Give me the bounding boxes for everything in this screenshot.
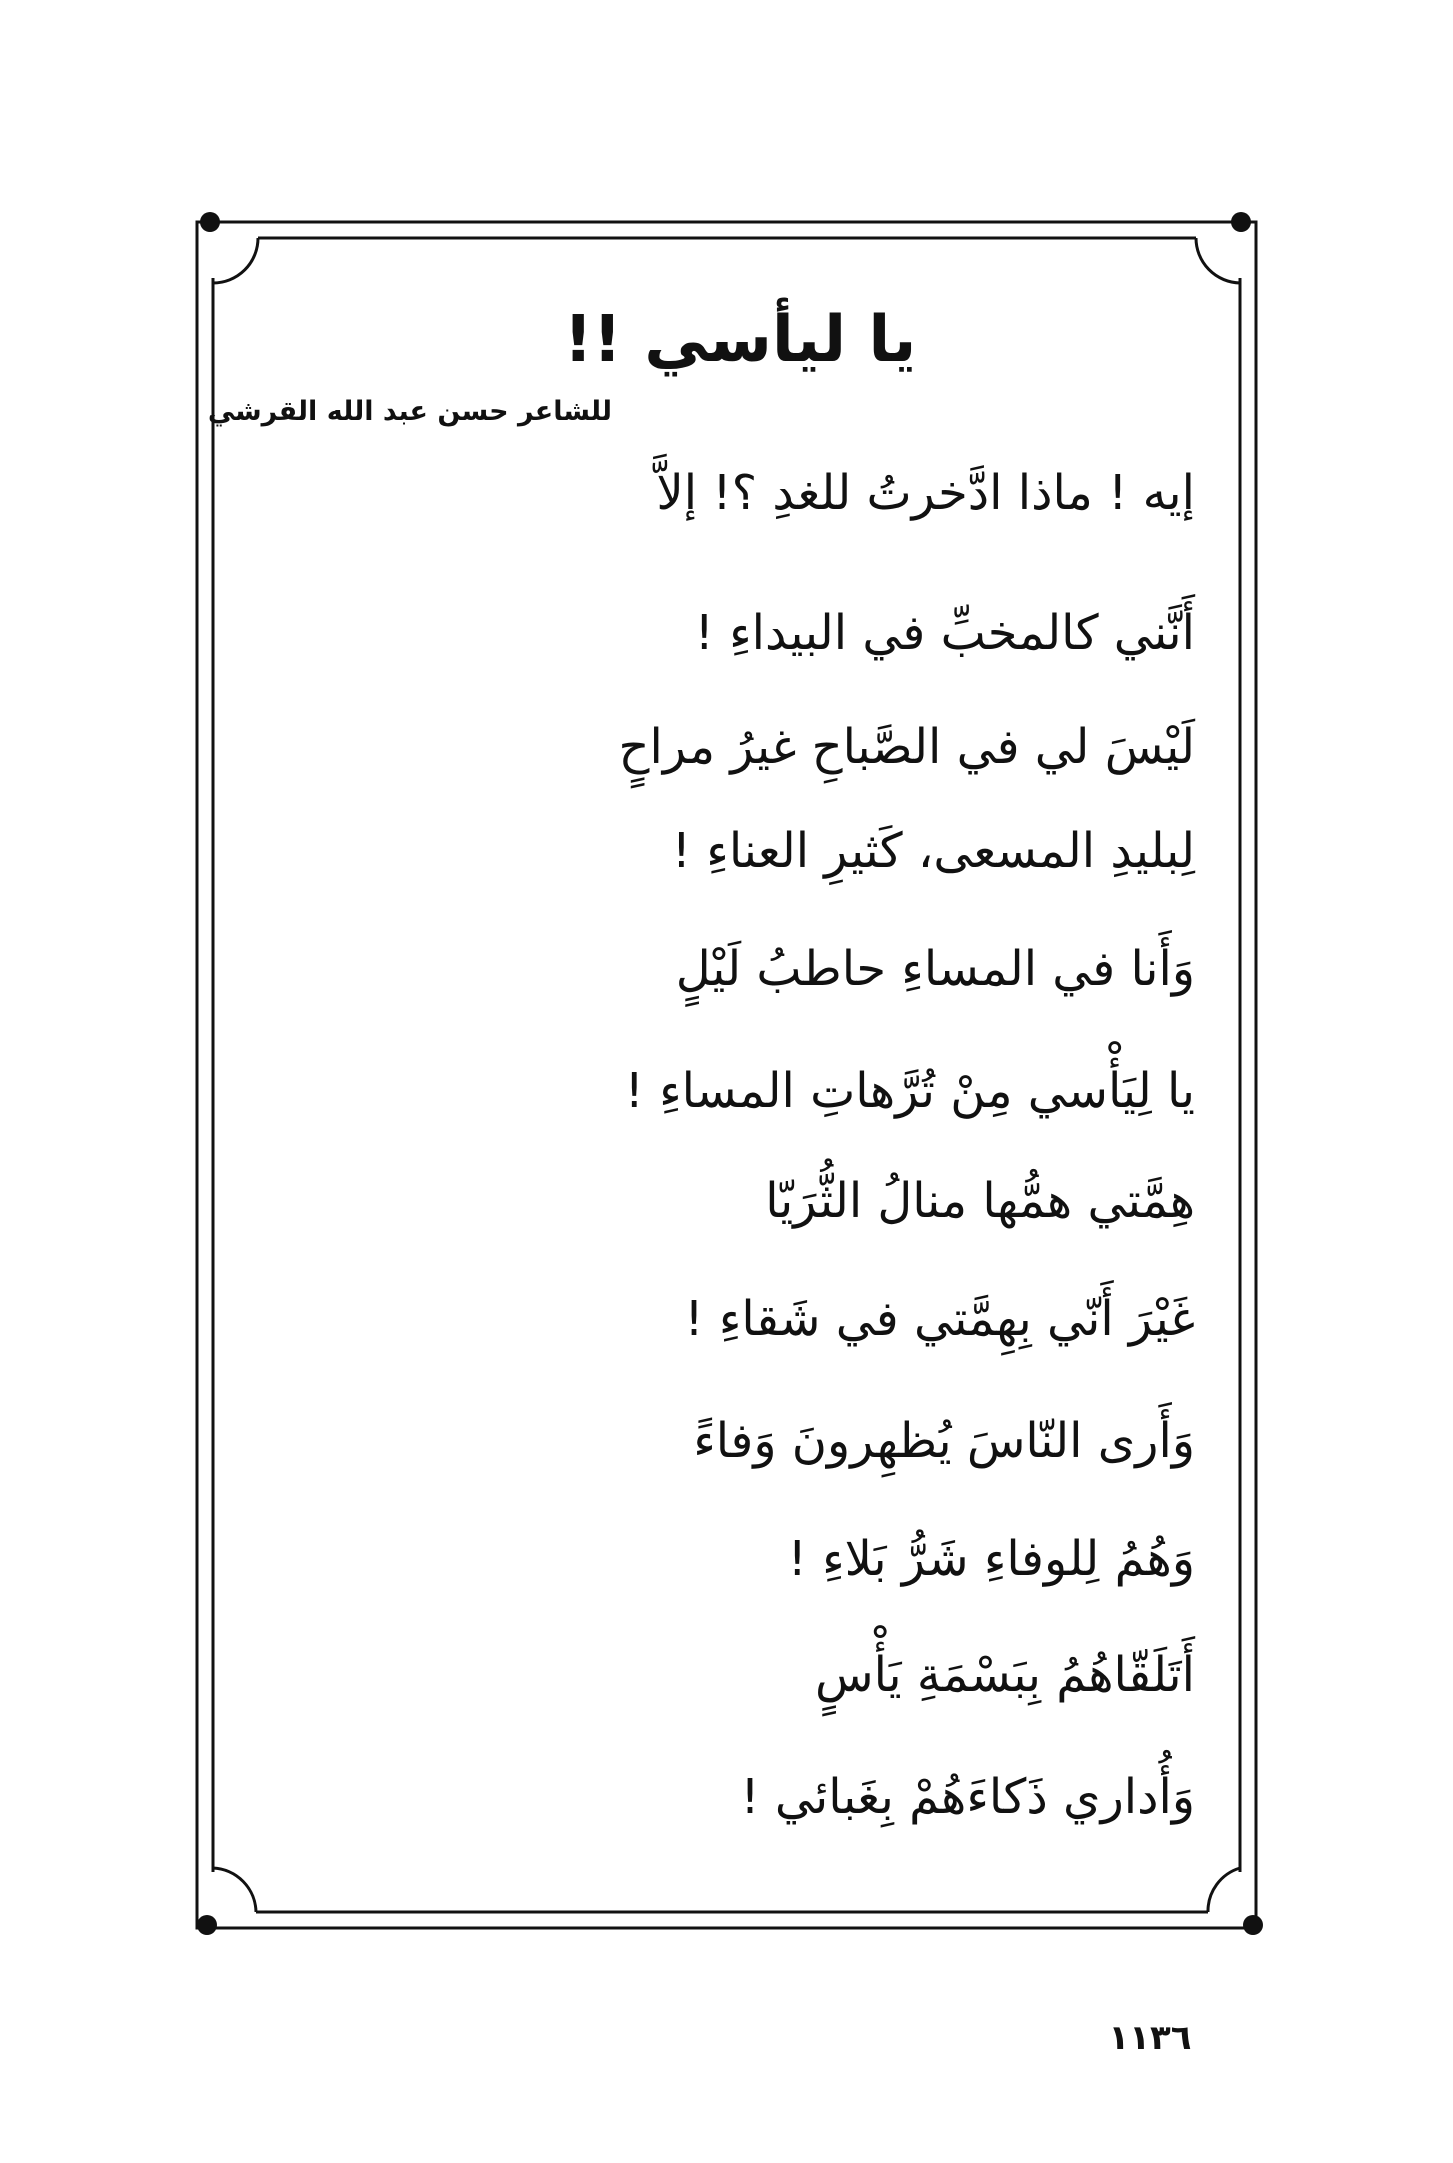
corner-dot-bottom-left bbox=[197, 1915, 217, 1935]
verse-line: هِمَّتي همُّها منالُ الثُّرَيّا bbox=[765, 1173, 1195, 1229]
corner-dot-top-left bbox=[200, 212, 220, 232]
poem-author: للشاعر حسن عبد الله القرشي bbox=[207, 396, 612, 427]
poem-body bbox=[207, 0, 1195, 2163]
verse-line: أَتَلَقّاهُمُ بِبَسْمَةِ يَأْسٍ bbox=[815, 1647, 1195, 1703]
page-number: ١١٣٦ bbox=[1108, 2018, 1192, 2058]
verse-line: وَأُداري ذَكاءَهُمْ بِغَبائي ! bbox=[740, 1769, 1195, 1825]
verse-line: وَهُمُ لِلوفاءِ شَرُّ بَلاءِ ! bbox=[787, 1531, 1195, 1587]
corner-arc-bottom-right bbox=[1208, 1868, 1240, 1912]
corner-arc-top-right bbox=[1196, 238, 1240, 283]
verse-line: وَأَنا في المساءِ حاطبُ لَيْلٍ bbox=[675, 941, 1195, 997]
verse-line: لَيْسَ لي في الصَّباحِ غيرُ مراحٍ bbox=[618, 719, 1195, 775]
verse-line: يا لِيَأْسي مِنْ تُرَّهاتِ المساءِ ! bbox=[624, 1063, 1195, 1119]
verse-line: لِبليدِ المسعى، كَثيرِ العناءِ ! bbox=[671, 823, 1195, 879]
corner-dot-top-right bbox=[1231, 212, 1251, 232]
verse-line: غَيْرَ أَنّي بِهِمَّتي في شَقاءِ ! bbox=[684, 1291, 1195, 1347]
verse-line: إيه ! ماذا ادَّخرتُ للغدِ ؟! إلاَّ bbox=[656, 465, 1195, 521]
corner-dot-bottom-right bbox=[1243, 1915, 1263, 1935]
verse-line: أَنَّني كالمخبِّ في البيداءِ ! bbox=[694, 605, 1195, 661]
poem-title: يا ليأسي !! bbox=[563, 303, 917, 377]
corner-arc-bottom-left bbox=[213, 1868, 256, 1912]
corner-arc-top-left bbox=[213, 238, 258, 283]
verse-line: وَأَرى النّاسَ يُظهِرونَ وَفاءً bbox=[693, 1413, 1195, 1469]
